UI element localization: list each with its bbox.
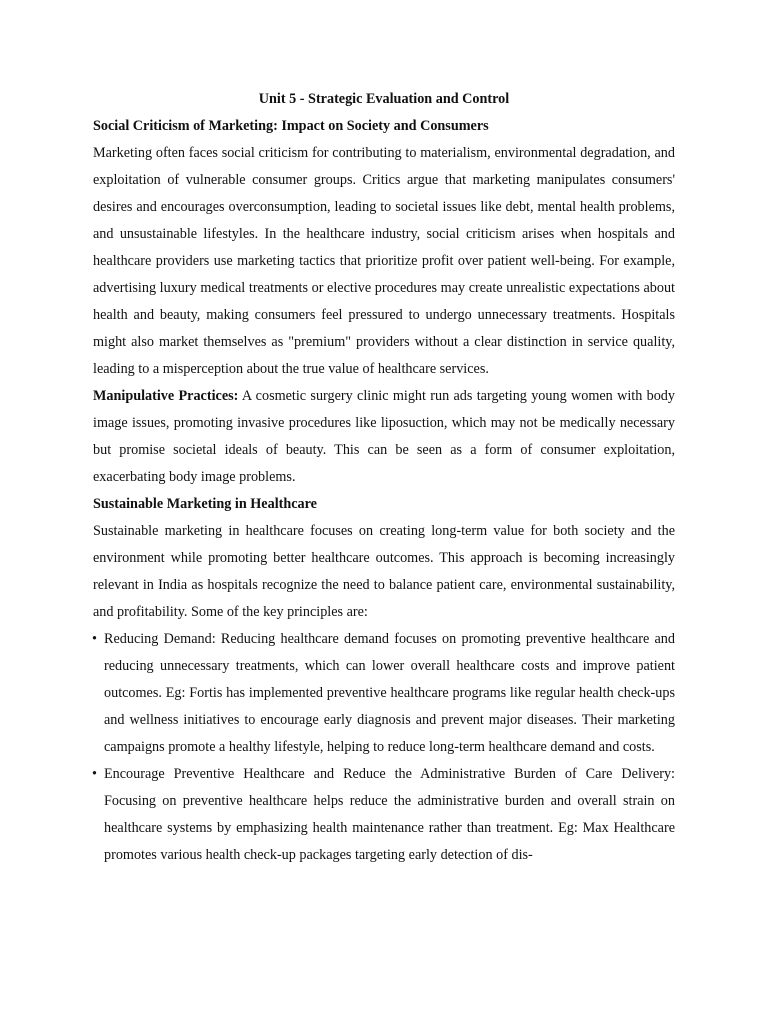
list-item-text: Reducing Demand: Reducing healthcare demand focuses on promoting preventive healthcare and reducing unnecessary treatments, which can lower overall healthcare costs and improve patient outcomes. Eg: Fortis has implemented preventive healthcare programs like regular health check-ups and wellness initiatives to encourage early diagnosis and prevent major diseases. Their marketing campaigns promote a healthy lifestyle, helping to reduce long-term healthcare demand and costs. bbox=[104, 631, 675, 755]
list-item bbox=[93, 761, 675, 869]
bullet-icon: • bbox=[92, 631, 97, 647]
document-page bbox=[93, 86, 675, 869]
bullet-icon: • bbox=[92, 766, 97, 782]
list-item bbox=[93, 626, 675, 761]
section-heading-sustainable-marketing: Sustainable Marketing in Healthcare bbox=[93, 496, 317, 512]
paragraph-manipulative-practices bbox=[93, 383, 675, 491]
list-item-text: Encourage Preventive Healthcare and Reduce the Administrative Burden of Care Delivery: Focusing on preventive healthcare helps reduce the administrative burden and overall strain on healthcare systems by emphasizing health maintenance rather than treatment. Eg: Max Healthcare promotes various health check-up packages targeting early detection of dis- bbox=[104, 766, 675, 863]
section-heading-social-criticism: Social Criticism of Marketing: Impact on Society and Consumers bbox=[93, 118, 489, 134]
manipulative-practices-text: A cosmetic surgery clinic might run ads targeting young women with body image issues, promoting invasive procedures like liposuction, which may not be medically necessary but promise societal ideals of beauty. This can be seen as a form of consumer exploitation, exacerbating body image problems. bbox=[93, 388, 675, 485]
paragraph-social-criticism: Marketing often faces social criticism for contributing to materialism, environmental degradation, and exploitation of vulnerable consumer groups. Critics argue that marketing manipulates consumers' desires and encourages overconsumption, leading to societal issues like debt, mental health problems, and unsustainable lifestyles. In the healthcare industry, social criticism arises when hospitals and healthcare providers use marketing tactics that prioritize profit over patient well-being. For example, advertising luxury medical treatments or elective procedures may create unrealistic expectations about health and beauty, making consumers feel pressured to undergo unnecessary treatments. Hospitals might also market themselves as "premium" providers without a clear distinction in service quality, leading to a misperception about the true value of healthcare services. bbox=[93, 145, 675, 377]
page-title: Unit 5 - Strategic Evaluation and Control bbox=[258, 91, 510, 107]
paragraph-sustainable-marketing: Sustainable marketing in healthcare focuses on creating long-term value for both society and the environment while promoting better healthcare outcomes. This approach is becoming increasingly relevant in India as hospitals recognize the need to balance patient care, environmental sustainability, and profitability. Some of the key principles are: bbox=[93, 523, 675, 620]
manipulative-practices-label: Manipulative Practices: bbox=[93, 388, 239, 404]
principles-list bbox=[93, 626, 675, 869]
